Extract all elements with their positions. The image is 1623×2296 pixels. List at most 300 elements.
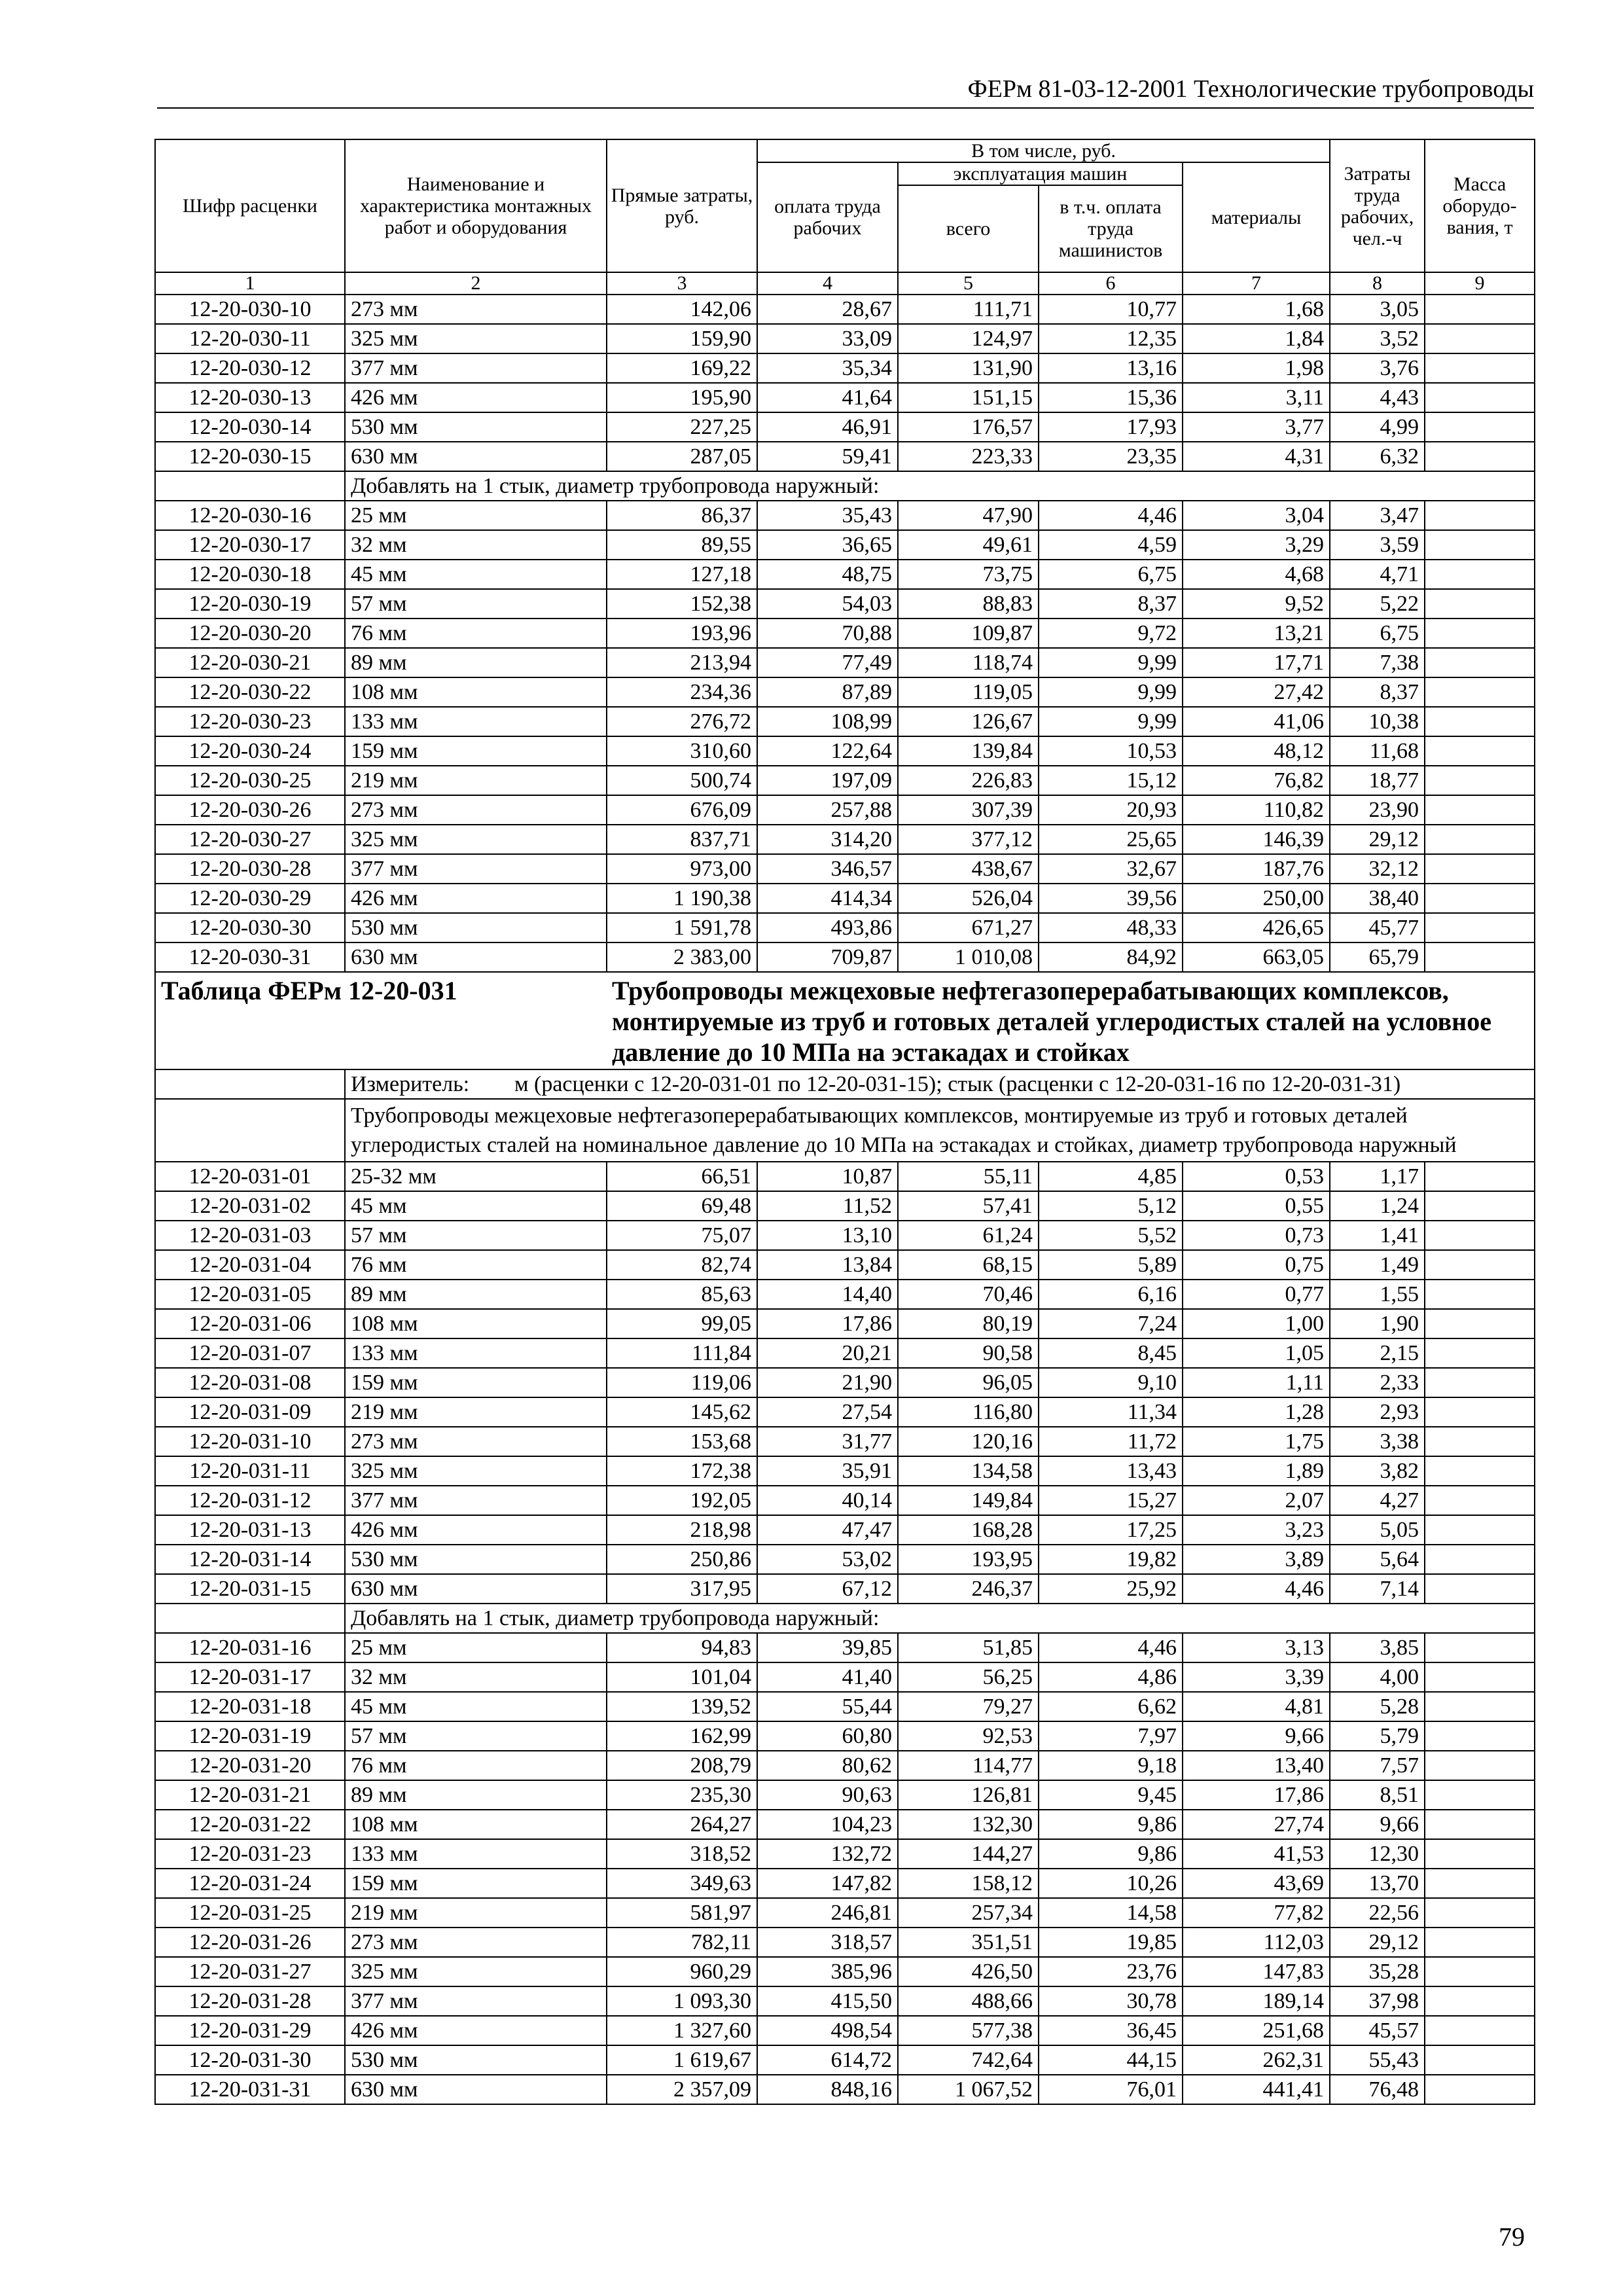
- table-row: [155, 1456, 1535, 1486]
- materials: 77,82: [1183, 1898, 1330, 1928]
- labor-pay: 87,89: [757, 677, 898, 707]
- table-row: [155, 766, 1535, 795]
- equipment-mass: [1425, 1780, 1535, 1810]
- rate-name: 219 мм: [345, 1898, 607, 1928]
- equipment-mass: [1425, 1692, 1535, 1721]
- rate-name: 89 мм: [345, 648, 607, 677]
- materials: 13,21: [1183, 619, 1330, 648]
- labor-hours: 38,40: [1330, 884, 1425, 913]
- col-header-labor-hours: Затраты труда рабочих, чел.-ч: [1330, 139, 1425, 272]
- machinist-pay: 10,26: [1039, 1869, 1183, 1898]
- labor-pay: 318,57: [757, 1928, 898, 1957]
- table-row: [155, 589, 1535, 619]
- materials: 0,53: [1183, 1162, 1330, 1191]
- machinist-pay: 44,15: [1039, 2045, 1183, 2075]
- machines-total: 120,16: [898, 1427, 1039, 1456]
- equipment-mass: [1425, 1397, 1535, 1427]
- materials: 1,05: [1183, 1338, 1330, 1368]
- machinist-pay: 9,99: [1039, 707, 1183, 736]
- table-row: [155, 1162, 1535, 1191]
- machinist-pay: 6,75: [1039, 560, 1183, 589]
- labor-hours: 2,15: [1330, 1338, 1425, 1368]
- rate-name: 133 мм: [345, 1338, 607, 1368]
- table-row: [155, 1574, 1535, 1604]
- direct-costs: 172,38: [607, 1456, 757, 1486]
- direct-costs: 1 190,38: [607, 884, 757, 913]
- direct-costs: 208,79: [607, 1751, 757, 1780]
- machinist-pay: 11,72: [1039, 1427, 1183, 1456]
- direct-costs: 119,06: [607, 1368, 757, 1397]
- table-row: [155, 353, 1535, 383]
- table-row: [155, 1397, 1535, 1427]
- machinist-pay: 15,27: [1039, 1486, 1183, 1515]
- table-row: [155, 677, 1535, 707]
- rate-code: 12-20-030-10: [155, 295, 345, 324]
- labor-hours: 5,64: [1330, 1545, 1425, 1574]
- rate-code: 12-20-030-20: [155, 619, 345, 648]
- direct-costs: 169,22: [607, 353, 757, 383]
- rate-name: 108 мм: [345, 677, 607, 707]
- materials: 48,12: [1183, 736, 1330, 766]
- measure-row: [345, 1069, 1535, 1099]
- rate-code: 12-20-031-21: [155, 1780, 345, 1810]
- rate-code: 12-20-031-31: [155, 2075, 345, 2104]
- section-description: Трубопроводы межцеховые нефтегазоперерабатывающих комплексов, монтируемые из труб и готовых деталей углеродистых сталей на номинальное давление до 10 МПа на эстакадах и стойках, диаметр трубопровода наружный: [345, 1099, 1535, 1162]
- labor-pay: 14,40: [757, 1280, 898, 1309]
- labor-pay: 346,57: [757, 854, 898, 884]
- equipment-mass: [1425, 619, 1535, 648]
- direct-costs: 317,95: [607, 1574, 757, 1604]
- col-number: 7: [1183, 272, 1330, 295]
- labor-pay: 46,91: [757, 412, 898, 442]
- rate-code: 12-20-030-30: [155, 913, 345, 942]
- col-header-name: Наименование и характеристика монтажных работ и оборудования: [345, 139, 607, 272]
- labor-pay: 27,54: [757, 1397, 898, 1427]
- equipment-mass: [1425, 825, 1535, 854]
- labor-hours: 5,05: [1330, 1515, 1425, 1545]
- machines-total: 57,41: [898, 1191, 1039, 1221]
- labor-pay: 246,81: [757, 1898, 898, 1928]
- machines-total: 257,34: [898, 1898, 1039, 1928]
- rate-name: 630 мм: [345, 2075, 607, 2104]
- measure-label: Измеритель:: [351, 1072, 470, 1096]
- materials: 663,05: [1183, 942, 1330, 972]
- machinist-pay: 9,72: [1039, 619, 1183, 648]
- machines-total: 351,51: [898, 1928, 1039, 1957]
- equipment-mass: [1425, 2075, 1535, 2104]
- col-header-direct: Прямые затраты, руб.: [607, 139, 757, 272]
- rate-code: 12-20-031-16: [155, 1633, 345, 1662]
- note-add-joint: Добавлять на 1 стык, диаметр трубопровода наружный:: [345, 1604, 1535, 1633]
- labor-pay: 314,20: [757, 825, 898, 854]
- machinist-pay: 12,35: [1039, 324, 1183, 353]
- materials: 4,68: [1183, 560, 1330, 589]
- materials: 3,89: [1183, 1545, 1330, 1574]
- direct-costs: 960,29: [607, 1957, 757, 1986]
- direct-costs: 2 383,00: [607, 942, 757, 972]
- labor-pay: 17,86: [757, 1309, 898, 1338]
- rate-code: 12-20-031-11: [155, 1456, 345, 1486]
- labor-hours: 32,12: [1330, 854, 1425, 884]
- equipment-mass: [1425, 677, 1535, 707]
- labor-hours: 2,93: [1330, 1397, 1425, 1427]
- table-row: [155, 1545, 1535, 1574]
- equipment-mass: [1425, 1662, 1535, 1692]
- materials: 441,41: [1183, 2075, 1330, 2104]
- labor-hours: 2,33: [1330, 1368, 1425, 1397]
- rate-name: 108 мм: [345, 1810, 607, 1839]
- machines-total: 92,53: [898, 1721, 1039, 1751]
- rate-name: 133 мм: [345, 1839, 607, 1869]
- rate-code: 12-20-031-12: [155, 1486, 345, 1515]
- rate-name: 76 мм: [345, 1250, 607, 1280]
- labor-hours: 45,57: [1330, 2016, 1425, 2045]
- labor-hours: 1,55: [1330, 1280, 1425, 1309]
- col-number: 2: [345, 272, 607, 295]
- labor-hours: 4,00: [1330, 1662, 1425, 1692]
- equipment-mass: [1425, 589, 1535, 619]
- machines-total: 114,77: [898, 1751, 1039, 1780]
- table-row: [155, 412, 1535, 442]
- table-row: [155, 2016, 1535, 2045]
- rate-code: 12-20-031-28: [155, 1986, 345, 2016]
- table-row: [155, 2075, 1535, 2104]
- machinist-pay: 5,52: [1039, 1221, 1183, 1250]
- rate-name: 325 мм: [345, 825, 607, 854]
- table-row: [155, 1957, 1535, 1986]
- direct-costs: 85,63: [607, 1280, 757, 1309]
- machines-total: 526,04: [898, 884, 1039, 913]
- table-row: [155, 1721, 1535, 1751]
- materials: 187,76: [1183, 854, 1330, 884]
- rate-code: 12-20-031-30: [155, 2045, 345, 2075]
- machinist-pay: 84,92: [1039, 942, 1183, 972]
- machines-total: 151,15: [898, 383, 1039, 412]
- machinist-pay: 25,65: [1039, 825, 1183, 854]
- labor-pay: 90,63: [757, 1780, 898, 1810]
- machines-total: 377,12: [898, 825, 1039, 854]
- col-number: 6: [1039, 272, 1183, 295]
- labor-hours: 1,17: [1330, 1162, 1425, 1191]
- rate-code: 12-20-030-25: [155, 766, 345, 795]
- machines-total: 109,87: [898, 619, 1039, 648]
- labor-pay: 21,90: [757, 1368, 898, 1397]
- equipment-mass: [1425, 1751, 1535, 1780]
- materials: 262,31: [1183, 2045, 1330, 2075]
- rate-code: 12-20-031-15: [155, 1574, 345, 1604]
- rate-code: 12-20-030-12: [155, 353, 345, 383]
- machines-total: 70,46: [898, 1280, 1039, 1309]
- table-row: [155, 442, 1535, 471]
- rate-code: 12-20-030-23: [155, 707, 345, 736]
- labor-pay: 122,64: [757, 736, 898, 766]
- labor-pay: 10,87: [757, 1162, 898, 1191]
- direct-costs: 213,94: [607, 648, 757, 677]
- labor-pay: 147,82: [757, 1869, 898, 1898]
- machines-total: 193,95: [898, 1545, 1039, 1574]
- table-row: [155, 1662, 1535, 1692]
- direct-costs: 973,00: [607, 854, 757, 884]
- labor-hours: 3,59: [1330, 530, 1425, 560]
- labor-hours: 6,32: [1330, 442, 1425, 471]
- table-row: [155, 942, 1535, 972]
- col-header-machinist-pay: в т.ч. оплата труда машинистов: [1039, 185, 1183, 272]
- machines-total: 1 067,52: [898, 2075, 1039, 2104]
- equipment-mass: [1425, 884, 1535, 913]
- rate-name: 530 мм: [345, 2045, 607, 2075]
- rate-code: 12-20-031-04: [155, 1250, 345, 1280]
- equipment-mass: [1425, 736, 1535, 766]
- direct-costs: 676,09: [607, 795, 757, 825]
- col-header-materials-cell: материалы: [1183, 162, 1330, 272]
- machines-total: 307,39: [898, 795, 1039, 825]
- materials: 3,13: [1183, 1633, 1330, 1662]
- labor-hours: 35,28: [1330, 1957, 1425, 1986]
- table-row: [155, 825, 1535, 854]
- labor-hours: 55,43: [1330, 2045, 1425, 2075]
- equipment-mass: [1425, 1368, 1535, 1397]
- labor-pay: 36,65: [757, 530, 898, 560]
- measure-text: м (расценки с 12-20-031-01 по 12-20-031-15); стык (расценки с 12-20-031-16 по 12-20-031-31): [514, 1072, 1401, 1096]
- machines-total: 47,90: [898, 501, 1039, 530]
- rate-name: 57 мм: [345, 589, 607, 619]
- machines-total: 126,67: [898, 707, 1039, 736]
- materials: 250,00: [1183, 884, 1330, 913]
- machinist-pay: 13,43: [1039, 1456, 1183, 1486]
- labor-hours: 10,38: [1330, 707, 1425, 736]
- group2-add-rows: [155, 1633, 1535, 2104]
- labor-hours: 4,71: [1330, 560, 1425, 589]
- rate-name: 530 мм: [345, 1545, 607, 1574]
- labor-pay: 35,91: [757, 1456, 898, 1486]
- desc-blank: [155, 1099, 345, 1162]
- machinist-pay: 25,92: [1039, 1574, 1183, 1604]
- table-row: [155, 1928, 1535, 1957]
- materials: 1,11: [1183, 1368, 1330, 1397]
- direct-costs: 250,86: [607, 1545, 757, 1574]
- labor-pay: 709,87: [757, 942, 898, 972]
- rate-name: 426 мм: [345, 2016, 607, 2045]
- materials: 0,55: [1183, 1191, 1330, 1221]
- machinist-pay: 39,56: [1039, 884, 1183, 913]
- col-header-labor-pay: оплата труда рабочих: [757, 162, 898, 272]
- machinist-pay: 48,33: [1039, 913, 1183, 942]
- direct-costs: 1 327,60: [607, 2016, 757, 2045]
- equipment-mass: [1425, 1515, 1535, 1545]
- equipment-mass: [1425, 1633, 1535, 1662]
- labor-pay: 197,09: [757, 766, 898, 795]
- machinist-pay: 19,82: [1039, 1545, 1183, 1574]
- equipment-mass: [1425, 766, 1535, 795]
- rate-name: 426 мм: [345, 1515, 607, 1545]
- rate-name: 159 мм: [345, 1869, 607, 1898]
- table-row: [155, 1869, 1535, 1898]
- equipment-mass: [1425, 1427, 1535, 1456]
- equipment-mass: [1425, 707, 1535, 736]
- header-rule: [157, 107, 1534, 109]
- labor-hours: 45,77: [1330, 913, 1425, 942]
- rate-code: 12-20-030-31: [155, 942, 345, 972]
- materials: 27,42: [1183, 677, 1330, 707]
- machinist-pay: 17,93: [1039, 412, 1183, 442]
- materials: 43,69: [1183, 1869, 1330, 1898]
- labor-hours: 5,28: [1330, 1692, 1425, 1721]
- direct-costs: 195,90: [607, 383, 757, 412]
- direct-costs: 99,05: [607, 1309, 757, 1338]
- machinist-pay: 20,93: [1039, 795, 1183, 825]
- machines-total: 88,83: [898, 589, 1039, 619]
- rate-name: 273 мм: [345, 295, 607, 324]
- materials: 4,31: [1183, 442, 1330, 471]
- rate-code: 12-20-031-19: [155, 1721, 345, 1751]
- direct-costs: 310,60: [607, 736, 757, 766]
- rate-name: 45 мм: [345, 560, 607, 589]
- table-row: [155, 1338, 1535, 1368]
- materials: 147,83: [1183, 1957, 1330, 1986]
- machinist-pay: 14,58: [1039, 1898, 1183, 1928]
- labor-hours: 4,27: [1330, 1486, 1425, 1515]
- section-title: Трубопроводы межцеховые нефтегазоперерабатывающих комплексов, монтируемые из труб и готовых деталей углеродистых сталей на условное давление до 10 МПа на эстакадах и стойках: [607, 972, 1535, 1069]
- note-row-1: [155, 471, 1535, 501]
- machinist-pay: 9,18: [1039, 1751, 1183, 1780]
- table-row: [155, 854, 1535, 884]
- direct-costs: 69,48: [607, 1191, 757, 1221]
- table-row: [155, 1780, 1535, 1810]
- equipment-mass: [1425, 1957, 1535, 1986]
- rate-code: 12-20-030-24: [155, 736, 345, 766]
- section-heading: [155, 972, 1535, 1162]
- rate-name: 530 мм: [345, 412, 607, 442]
- machinist-pay: 8,37: [1039, 589, 1183, 619]
- labor-hours: 22,56: [1330, 1898, 1425, 1928]
- direct-costs: 2 357,09: [607, 2075, 757, 2104]
- rate-code: 12-20-031-05: [155, 1280, 345, 1309]
- table-row: [155, 707, 1535, 736]
- direct-costs: 145,62: [607, 1397, 757, 1427]
- materials: 1,89: [1183, 1456, 1330, 1486]
- labor-hours: 4,99: [1330, 412, 1425, 442]
- labor-pay: 77,49: [757, 648, 898, 677]
- rate-name: 159 мм: [345, 1368, 607, 1397]
- labor-pay: 498,54: [757, 2016, 898, 2045]
- equipment-mass: [1425, 1869, 1535, 1898]
- materials: 3,23: [1183, 1515, 1330, 1545]
- rate-name: 273 мм: [345, 1427, 607, 1456]
- labor-pay: 67,12: [757, 1574, 898, 1604]
- equipment-mass: [1425, 501, 1535, 530]
- equipment-mass: [1425, 1162, 1535, 1191]
- equipment-mass: [1425, 383, 1535, 412]
- labor-pay: 20,21: [757, 1338, 898, 1368]
- machinist-pay: 15,36: [1039, 383, 1183, 412]
- equipment-mass: [1425, 530, 1535, 560]
- group2-main-rows: [155, 1162, 1535, 1604]
- rate-code: 12-20-030-16: [155, 501, 345, 530]
- rate-code: 12-20-031-01: [155, 1162, 345, 1191]
- rate-name: 25 мм: [345, 501, 607, 530]
- labor-hours: 9,66: [1330, 1810, 1425, 1839]
- labor-pay: 53,02: [757, 1545, 898, 1574]
- materials: 110,82: [1183, 795, 1330, 825]
- group1-add-rows: [155, 501, 1535, 972]
- labor-hours: 11,68: [1330, 736, 1425, 766]
- rate-code: 12-20-030-21: [155, 648, 345, 677]
- equipment-mass: [1425, 2045, 1535, 2075]
- rate-name: 426 мм: [345, 884, 607, 913]
- direct-costs: 142,06: [607, 295, 757, 324]
- table-row: [155, 501, 1535, 530]
- labor-pay: 614,72: [757, 2045, 898, 2075]
- labor-hours: 18,77: [1330, 766, 1425, 795]
- labor-hours: 13,70: [1330, 1869, 1425, 1898]
- equipment-mass: [1425, 1898, 1535, 1928]
- labor-pay: 257,88: [757, 795, 898, 825]
- table-row: [155, 560, 1535, 589]
- machines-total: 90,58: [898, 1338, 1039, 1368]
- rate-code: 12-20-031-17: [155, 1662, 345, 1692]
- direct-costs: 227,25: [607, 412, 757, 442]
- note-blank: [155, 1604, 345, 1633]
- machines-total: 116,80: [898, 1397, 1039, 1427]
- labor-hours: 1,90: [1330, 1309, 1425, 1338]
- rate-code: 12-20-031-20: [155, 1751, 345, 1780]
- labor-pay: 35,43: [757, 501, 898, 530]
- labor-pay: 11,52: [757, 1191, 898, 1221]
- rate-code: 12-20-031-23: [155, 1839, 345, 1869]
- table-row: [155, 1515, 1535, 1545]
- rate-code: 12-20-031-27: [155, 1957, 345, 1986]
- col-number: 3: [607, 272, 757, 295]
- labor-pay: 104,23: [757, 1810, 898, 1839]
- rate-code: 12-20-031-07: [155, 1338, 345, 1368]
- machinist-pay: 9,45: [1039, 1780, 1183, 1810]
- rate-code: 12-20-031-06: [155, 1309, 345, 1338]
- materials: 3,77: [1183, 412, 1330, 442]
- rate-name: 630 мм: [345, 442, 607, 471]
- rate-code: 12-20-031-14: [155, 1545, 345, 1574]
- rate-code: 12-20-031-22: [155, 1810, 345, 1839]
- col-header-machines: эксплуатация машин: [898, 162, 1183, 185]
- direct-costs: 82,74: [607, 1250, 757, 1280]
- labor-hours: 3,76: [1330, 353, 1425, 383]
- labor-pay: 848,16: [757, 2075, 898, 2104]
- materials: 3,39: [1183, 1662, 1330, 1692]
- machinist-pay: 9,86: [1039, 1810, 1183, 1839]
- equipment-mass: [1425, 1280, 1535, 1309]
- direct-costs: 318,52: [607, 1839, 757, 1869]
- machinist-pay: 32,67: [1039, 854, 1183, 884]
- table-row: [155, 648, 1535, 677]
- labor-pay: 13,10: [757, 1221, 898, 1250]
- equipment-mass: [1425, 442, 1535, 471]
- equipment-mass: [1425, 913, 1535, 942]
- rate-code: 12-20-031-24: [155, 1869, 345, 1898]
- machines-total: 55,11: [898, 1162, 1039, 1191]
- rate-name: 32 мм: [345, 1662, 607, 1692]
- machinist-pay: 10,53: [1039, 736, 1183, 766]
- rate-name: 25 мм: [345, 1633, 607, 1662]
- direct-costs: 75,07: [607, 1221, 757, 1250]
- labor-hours: 7,57: [1330, 1751, 1425, 1780]
- table-row: [155, 1751, 1535, 1780]
- rate-code: 12-20-030-14: [155, 412, 345, 442]
- labor-hours: 5,79: [1330, 1721, 1425, 1751]
- rate-name: 25-32 мм: [345, 1162, 607, 1191]
- rate-code: 12-20-030-28: [155, 854, 345, 884]
- machinist-pay: 9,99: [1039, 677, 1183, 707]
- machines-total: 488,66: [898, 1986, 1039, 2016]
- rate-name: 45 мм: [345, 1692, 607, 1721]
